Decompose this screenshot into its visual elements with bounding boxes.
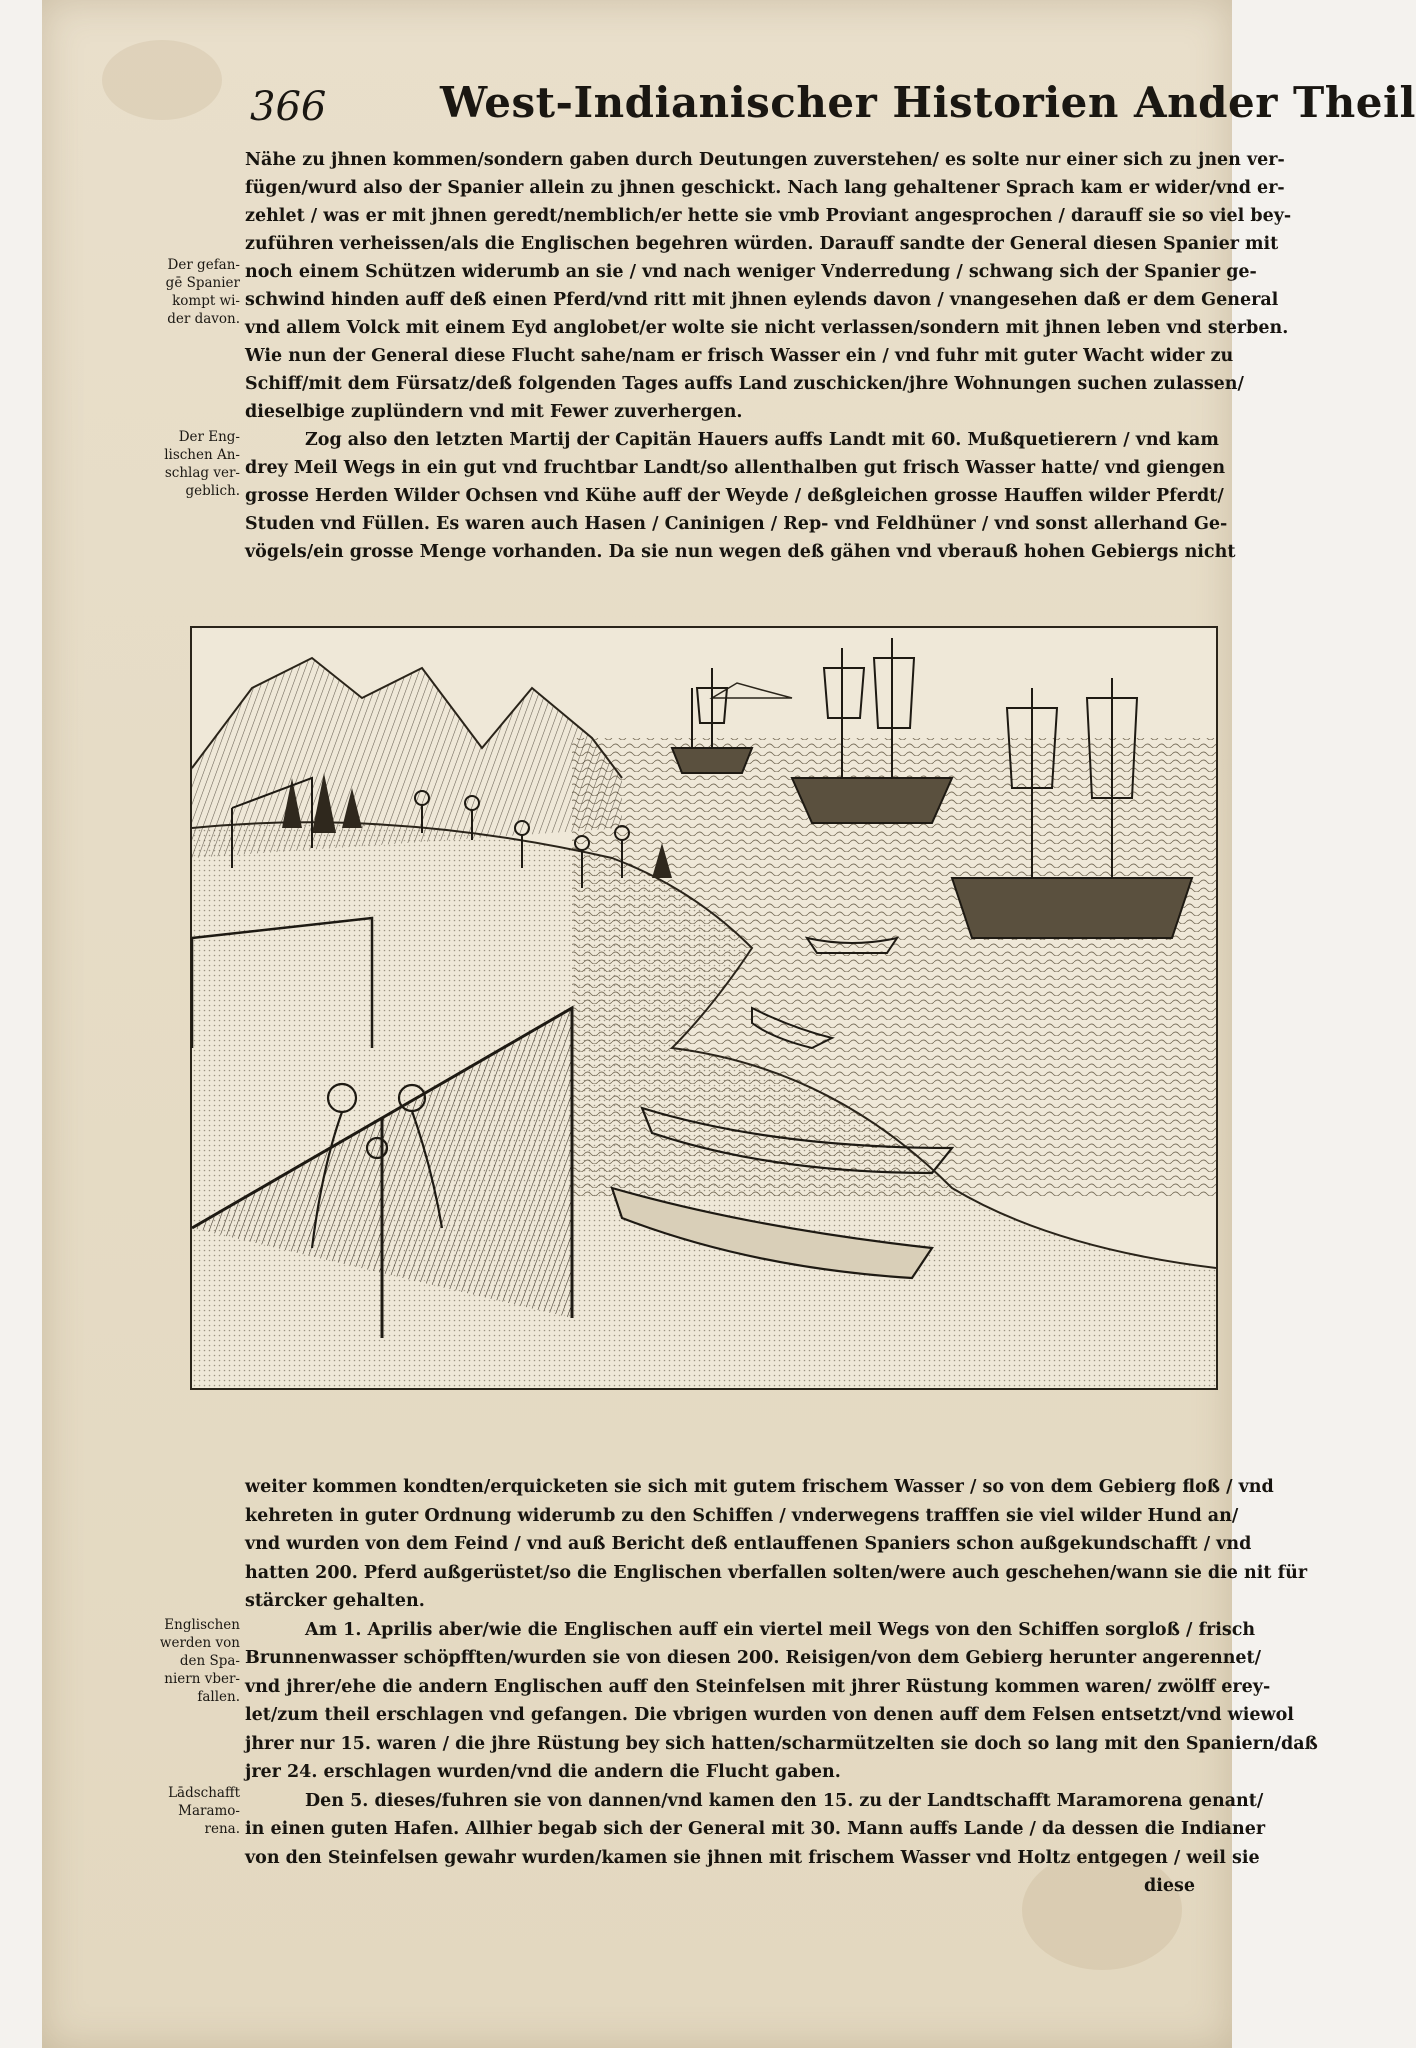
marginal-note-failed-plan: Der Eng- lischen An- schlag ver- geblich. [164, 429, 240, 499]
text-line: in einen guten Hafen. Allhier begab sich der General mit 30. Mann auffs Lande / da dessen die Indianer [245, 1819, 1266, 1839]
marginal-note-escape: Der gefan- gē Spanier kompt wi- der davon. [165, 257, 240, 327]
bottom-paragraph [245, 1473, 1318, 1901]
top-paragraph [245, 146, 1292, 566]
text-line: Zog also den letzten Martij der Capitän Hauers auffs Landt mit 60. Mußquetierern / vnd kam [305, 430, 1219, 450]
text-line: vnd jhrer/ehe die andern Englischen auff den Steinfelsen mit jhrer Rüstung kommen waren/ zwölff erey- [245, 1676, 1271, 1697]
text-line: zehlet / was er mit jhnen geredt/nemblich/er hette sie vmb Proviant angesprochen / darauff sie so viel bey- [245, 206, 1292, 226]
page-header [250, 78, 1416, 138]
engraving-scene [192, 628, 1216, 1388]
text-line: zuführen verheissen/als die Englischen begehren würden. Darauff sandte der General diesen Spanier mit [245, 234, 1279, 254]
running-title: West-Indianischer Historien Ander Theil [440, 78, 1416, 127]
text-line: Studen vnd Füllen. Es waren auch Hasen / Caninigen / Rep- vnd Feldhüner / vnd sonst allerhand Ge- [245, 514, 1228, 534]
text-line: vögels/ein grosse Menge vorhanden. Da sie nun wegen deß gähen vnd vberauß hohen Gebiergs nicht [245, 542, 1236, 562]
text-line: weiter kommen kondten/erquicketen sie sich mit gutem frischem Wasser / so von dem Gebierg floß / vnd [245, 1477, 1274, 1497]
text-line: fügen/wurd also der Spanier allein zu jhnen geschickt. Nach lang gehaltener Sprach kam er wider/vnd er- [245, 178, 1285, 198]
page-number: 366 [250, 84, 327, 130]
text-line: Wie nun der General diese Flucht sahe/nam er frisch Wasser ein / vnd fuhr mit guter Wacht wider zu [245, 346, 1234, 366]
text-line: Nähe zu jhnen kommen/sondern gaben durch Deutungen zuverstehen/ es solte nur einer sich zu jnen ver- [245, 150, 1285, 170]
text-line: stärcker gehalten. [245, 1591, 425, 1611]
text-line: drey Meil Wegs in ein gut vnd fruchtbar Landt/so allenthalben gut frisch Wasser hatte/ vnd giengen [245, 458, 1226, 478]
text-line: schwind hinden auff deß einen Pferd/vnd ritt mit jhnen eylends davon / vnangesehen daß er dem General [245, 290, 1279, 310]
marginal-note-ambush: Englischen werden von den Spa- niern vber- fallen. [159, 1617, 240, 1705]
text-line: hatten 200. Pferd außgerüstet/so die Englischen vberfallen solten/were auch geschehen/wann sie die nit für [245, 1562, 1308, 1583]
text-line: jrer 24. erschlagen wurden/vnd die andern die Flucht gaben. [245, 1762, 841, 1782]
text-line: grosse Herden Wilder Ochsen vnd Kühe auff der Weyde / deßgleichen grosse Hauffen wilder Pferdt/ [245, 486, 1224, 506]
text-line: Schiff/mit dem Fürsatz/deß folgenden Tages auffs Land zuschicken/jhre Wohnungen suchen zulassen/ [245, 374, 1244, 394]
marginal-note-maramorena: Lādschafft Maramo- rena. [168, 1785, 240, 1837]
text-line: jhrer nur 15. waren / die jhre Rüstung bey sich hatten/scharmützelten sie doch so lang mit den Spaniern/daß [245, 1733, 1318, 1754]
text-line: Den 5. dieses/fuhren sie von dannen/vnd kamen den 15. zu der Landtschafft Maramorena genant/ [305, 1790, 1264, 1811]
text-line: vnd wurden von dem Feind / vnd auß Bericht deß entlauffenen Spaniers schon außgekundschafft / vnd [245, 1534, 1252, 1554]
text-line: noch einem Schützen widerumb an sie / vnd nach weniger Vnderredung / schwang sich der Spanier ge- [245, 262, 1257, 282]
text-line: Brunnenwasser schöpfften/wurden sie von diesen 200. Reisigen/von dem Gebierg herunter angerennet/ [245, 1648, 1262, 1668]
catchword: diese [1143, 1876, 1195, 1896]
engraving-illustration [190, 626, 1218, 1390]
text-line: dieselbige zuplündern vnd mit Fewer zuverhergen. [245, 402, 743, 422]
text-line: kehreten in guter Ordnung widerumb zu den Schiffen / vnderwegens trafffen sie viel wilder Hund an/ [245, 1505, 1239, 1526]
text-line: Am 1. Aprilis aber/wie die Englischen auff ein viertel meil Wegs von den Schiffen sorgloß / frisch [305, 1619, 1256, 1640]
paper-stain [102, 40, 222, 120]
text-line: let/zum theil erschlagen vnd gefangen. Die vbrigen wurden von denen auff dem Felsen entsetzt/vnd wiewol [245, 1705, 1294, 1725]
text-line: vnd allem Volck mit einem Eyd anglobet/er wolte sie nicht verlassen/sondern mit jhnen leben vnd sterben. [245, 318, 1289, 338]
text-line: von den Steinfelsen gewahr wurden/kamen sie jhnen mit frischem Wasser vnd Holtz entgegen / weil sie [245, 1847, 1260, 1868]
